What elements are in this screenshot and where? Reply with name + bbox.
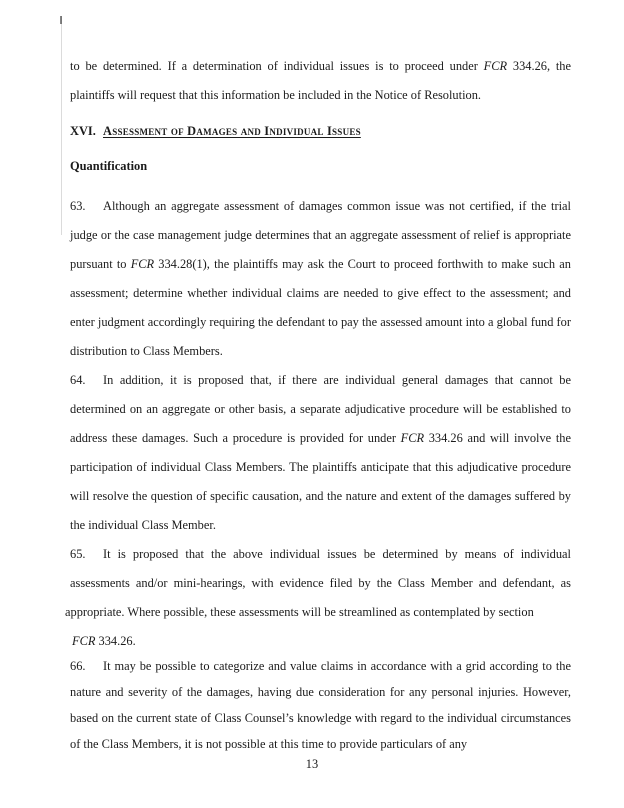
text-segment: 334.26.	[95, 634, 136, 648]
paragraph-text	[70, 659, 571, 751]
paragraph-number: 63.	[70, 199, 86, 213]
paragraph-number: 65.	[70, 547, 86, 561]
section-number: XVI.	[70, 124, 96, 138]
text-segment: assessments and/or mini-hearings, with evidence filed by the Class Member and defendant, as	[70, 576, 571, 590]
paragraph-number: 64.	[70, 373, 86, 387]
text-segment: 334.26, the plaintiffs will request that this information be included in the Notice of Resolution.	[70, 59, 571, 102]
text-segment: It is proposed that the above individual issues be determined by means of individual	[103, 547, 571, 561]
paragraph-text	[70, 373, 571, 532]
text-segment: FCR	[483, 59, 508, 73]
scan-artifact-mark	[60, 16, 62, 24]
text-segment: FCR	[400, 431, 425, 445]
text-segment: FCR	[72, 634, 96, 648]
text-segment: 334.28(1), the plaintiffs may ask the Court to proceed forthwith to make such an assessment; determine whether individual claims are needed to give effect to the assessment; and enter judgment accordingly requiring the defendant to pay the assessed amount into a global fund for distribution to Class Members.	[70, 257, 571, 358]
page-number: 13	[305, 757, 319, 771]
paragraph-number: 66.	[70, 659, 86, 673]
paragraph-65-line3	[65, 598, 571, 627]
text-segment: Although an aggregate assessment of damages common issue was not certified, if the trial judge or the case management judge determines that an aggregate assessment of relief is appropriate pursuant to	[70, 199, 571, 271]
text-segment: FCR	[130, 257, 155, 271]
paragraph-text	[70, 199, 571, 358]
paragraph-65-line4	[72, 627, 571, 656]
section-heading	[70, 117, 571, 146]
paragraph-65-line1	[70, 540, 571, 569]
subheading-quantification: Quantification	[70, 159, 148, 173]
paragraph-text	[103, 547, 571, 561]
text-segment: to be determined. If a determination of individual issues is to proceed under	[70, 59, 484, 73]
text-segment: 334.26 and will involve the participation of individual Class Members. The plaintiffs anticipate that this adjudicative procedure will resolve the question of specific causation, and the nature and extent of the damages suffered by the individual Class Member.	[70, 431, 571, 532]
paragraph-65-line2	[70, 569, 571, 598]
intro-paragraph	[70, 52, 571, 110]
paragraph-64	[70, 366, 571, 540]
paragraph-65	[65, 540, 571, 656]
paragraph-63	[70, 192, 571, 366]
text-segment: appropriate. Where possible, these assessments will be streamlined as contemplated by section	[65, 605, 534, 619]
text-segment: It may be possible to categorize and value claims in accordance with a grid according to the nature and severity of the damages, having due consideration for any personal injuries. However, based on the current state of Class Counsel’s knowledge with regard to the individual circumstances of the Class Members, it is not possible at this time to provide particulars of any	[70, 659, 571, 751]
section-title: Assessment of Damages and Individual Issues	[103, 124, 361, 138]
paragraph-66	[70, 653, 571, 757]
text-segment: In addition, it is proposed that, if there are individual general damages that cannot be determined on an aggregate or other basis, a separate adjudicative procedure will be established to address these damages. Such a procedure is provided for under	[70, 373, 571, 445]
document-content	[65, 52, 571, 757]
scan-artifact-line	[61, 16, 62, 235]
